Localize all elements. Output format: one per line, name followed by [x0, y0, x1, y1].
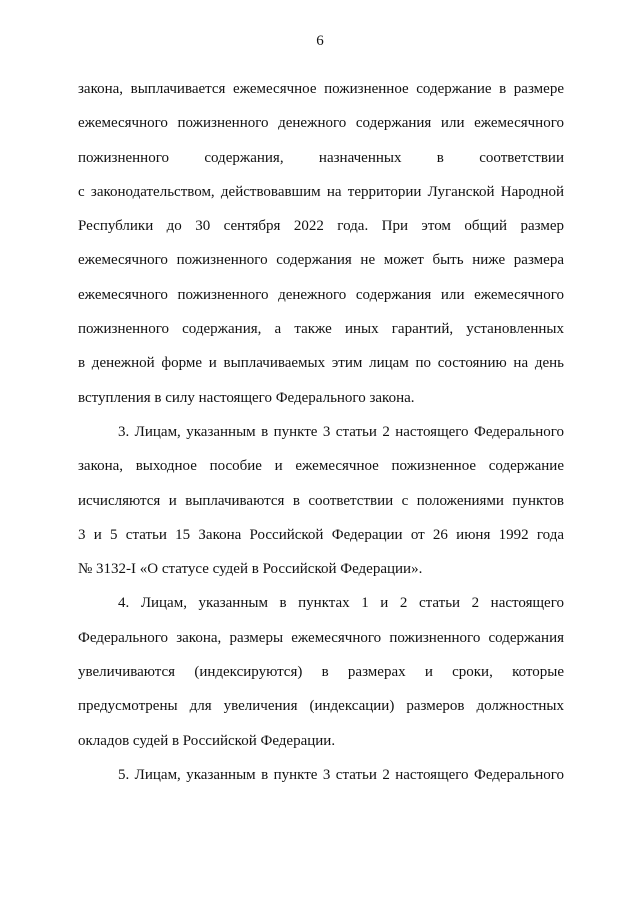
paragraph-item-5 — [78, 758, 564, 792]
text-line: пожизненного содержания, назначенных в соответствии — [78, 149, 564, 166]
paragraph-continuation — [78, 72, 564, 415]
text-line: увеличиваются (индексируются) в размерах и сроки, которые — [78, 664, 564, 681]
text-line: ежемесячного пожизненного денежного содержания или ежемесячного — [78, 115, 564, 132]
text-line: № 3132-I «О статусе судей в Российской Федерации». — [78, 561, 423, 578]
text-line: 4. Лицам, указанным в пунктах 1 и 2 статьи 2 настоящего — [118, 595, 564, 612]
text-line: 3. Лицам, указанным в пункте 3 статьи 2 настоящего Федерального — [118, 423, 564, 440]
paragraph-item-3 — [78, 415, 564, 586]
text-line: Республики до 30 сентября 2022 года. При этом общий размер — [78, 218, 564, 235]
text-line: пожизненного содержания, а также иных гарантий, установленных — [78, 321, 564, 338]
text-line: ежемесячного пожизненного содержания не может быть ниже размера — [78, 252, 564, 269]
text-line: в денежной форме и выплачиваемых этим лицам по состоянию на день — [78, 355, 564, 372]
document-body — [78, 72, 564, 792]
page-number: 6 — [316, 33, 324, 49]
text-line: 5. Лицам, указанным в пункте 3 статьи 2 настоящего Федерального — [118, 766, 564, 783]
text-line: с законодательством, действовавшим на территории Луганской Народной — [78, 183, 564, 200]
text-line: ежемесячного пожизненного денежного содержания или ежемесячного — [78, 286, 564, 303]
text-line: окладов судей в Российской Федерации. — [78, 732, 336, 749]
text-line: исчисляются и выплачиваются в соответствии с положениями пунктов — [78, 492, 564, 509]
paragraph-item-4 — [78, 586, 564, 757]
text-line: закона, выходное пособие и ежемесячное пожизненное содержание — [78, 458, 564, 475]
text-line: закона, выплачивается ежемесячное пожизненное содержание в размере — [78, 81, 564, 97]
text-line: вступления в силу настоящего Федерального закона. — [78, 389, 415, 406]
text-line: 3 и 5 статьи 15 Закона Российской Федерации от 26 июня 1992 года — [78, 526, 564, 543]
text-line: предусмотрены для увеличения (индексации) размеров должностных — [78, 698, 564, 715]
text-line: Федерального закона, размеры ежемесячного пожизненного содержания — [78, 629, 564, 646]
